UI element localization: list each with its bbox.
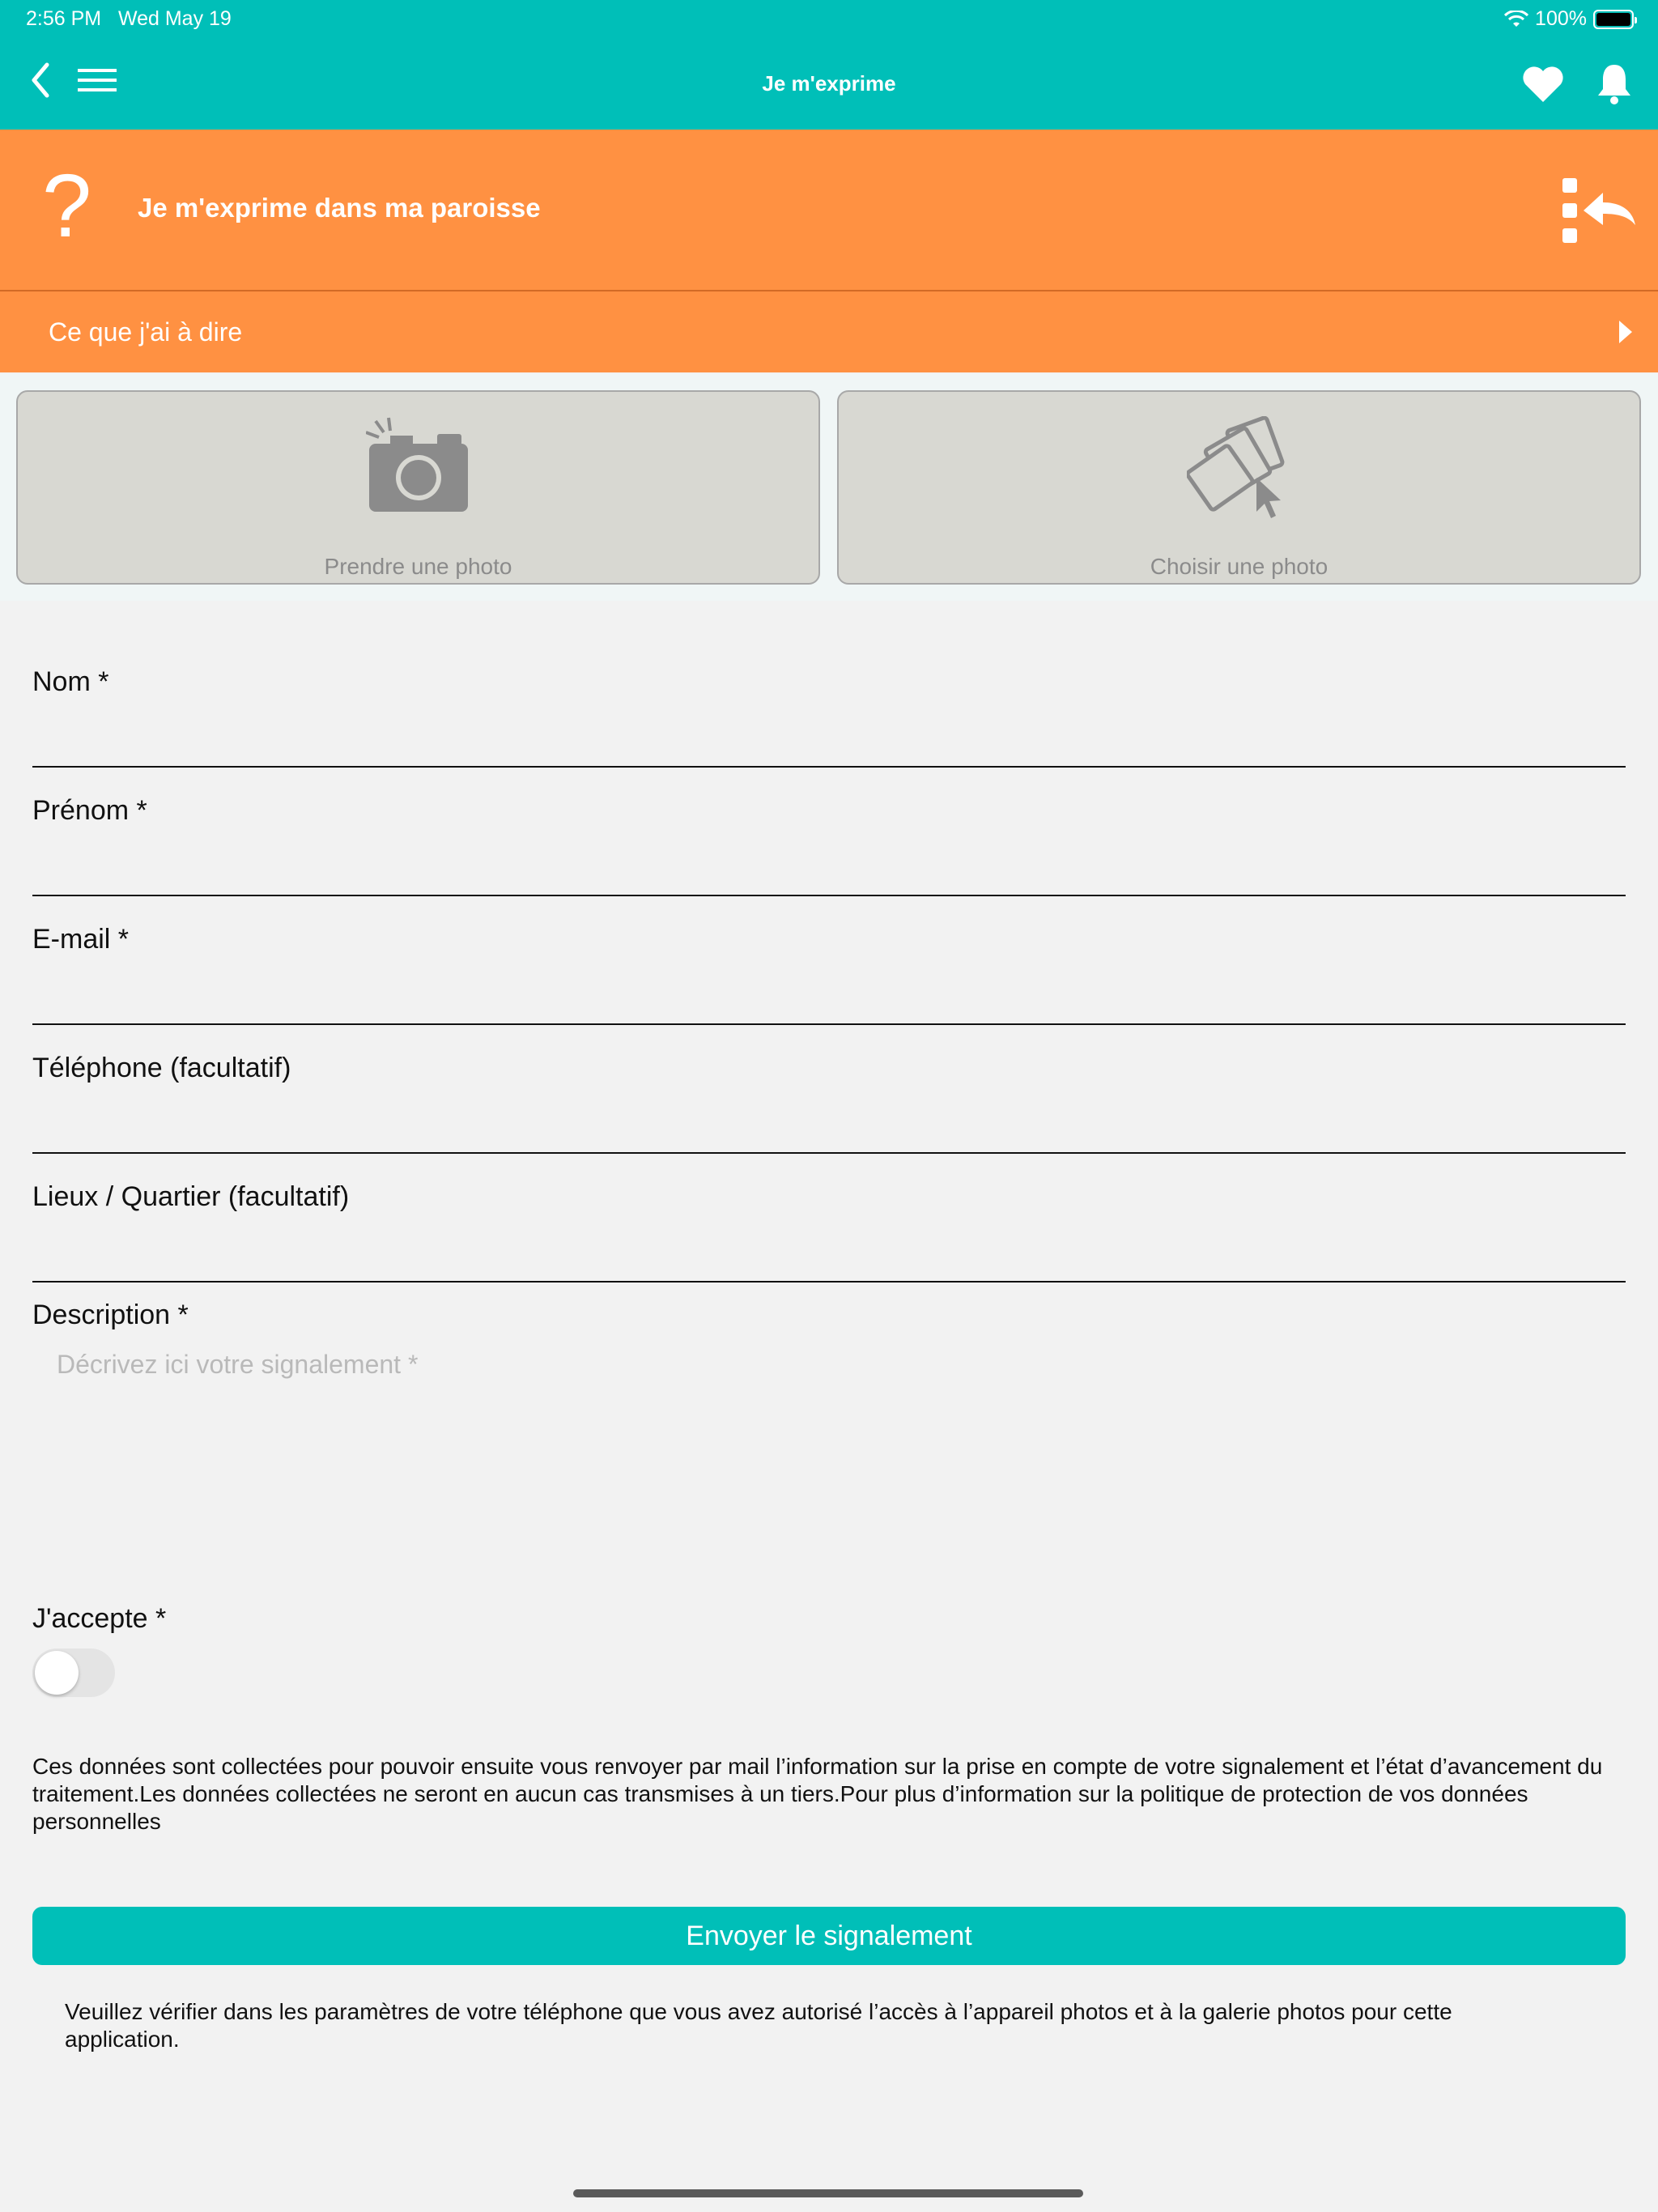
email-input[interactable]: [32, 968, 1626, 1017]
prenom-field: [32, 771, 1626, 896]
bell-icon[interactable]: [1596, 62, 1632, 105]
question-mark-icon: ?: [42, 156, 92, 256]
heart-icon[interactable]: [1522, 65, 1564, 104]
accept-label: J'accepte *: [32, 1603, 167, 1634]
nom-field: [32, 642, 1626, 768]
privacy-notice: Ces données sont collectées pour pouvoir ensuite vous renvoyer par mail l’information sur la prise en compte de votre signalement et l’état d’avancement du traitement.Les données collectées ne seront en aucun cas transmises à un tiers.Pour plus d’information sur la politique de protection de vos données personnelles: [32, 1754, 1603, 1834]
wifi-icon: [1504, 11, 1528, 28]
permission-hint: Veuillez vérifier dans les paramètres de votre téléphone que vous avez autorisé l’accès à l’appareil photos et à la galerie photos pour cette application.: [65, 1999, 1452, 2052]
accept-toggle[interactable]: [32, 1648, 115, 1697]
prenom-input[interactable]: [32, 840, 1626, 888]
battery-icon: [1593, 10, 1634, 29]
status-time: 2:56 PM Wed May 19: [26, 7, 232, 30]
gallery-icon: [1187, 416, 1292, 521]
nav-bar: [0, 39, 1658, 130]
photo-actions: [0, 374, 1658, 601]
lieux-label: Lieux / Quartier (facultatif): [32, 1181, 350, 1212]
section-header: [0, 130, 1658, 290]
status-bar: [0, 0, 1658, 39]
subsection-label: Ce que j'ai à dire: [49, 317, 243, 347]
nom-input[interactable]: [32, 711, 1626, 759]
list-back-icon[interactable]: [1559, 177, 1637, 245]
page-title: Je m'exprime: [762, 71, 896, 96]
lieux-field: [32, 1157, 1626, 1283]
status-right: [1504, 7, 1634, 31]
submit-button[interactable]: Envoyer le signalement: [32, 1907, 1626, 1965]
choose-photo-button[interactable]: [837, 390, 1641, 585]
section-title: Je m'exprime dans ma paroisse: [138, 193, 541, 223]
camera-icon: [366, 416, 471, 513]
prenom-label: Prénom *: [32, 795, 147, 826]
take-photo-label: Prendre une photo: [324, 554, 512, 579]
play-arrow-icon: [1618, 319, 1634, 345]
email-label: E-mail *: [32, 924, 130, 955]
telephone-input[interactable]: [32, 1097, 1626, 1146]
description-textarea[interactable]: [32, 1340, 1626, 1583]
email-field: [32, 900, 1626, 1025]
telephone-field: [32, 1028, 1626, 1154]
take-photo-button[interactable]: [16, 390, 820, 585]
lieux-input[interactable]: [32, 1226, 1626, 1274]
choose-photo-label: Choisir une photo: [1150, 554, 1329, 579]
description-label: Description *: [32, 1300, 189, 1330]
nom-label: Nom *: [32, 666, 109, 697]
subsection-row[interactable]: [0, 290, 1658, 372]
toggle-knob: [35, 1651, 79, 1695]
telephone-label: Téléphone (facultatif): [32, 1053, 291, 1083]
home-indicator[interactable]: [573, 2189, 1083, 2197]
battery-percent: 100%: [1535, 7, 1587, 30]
